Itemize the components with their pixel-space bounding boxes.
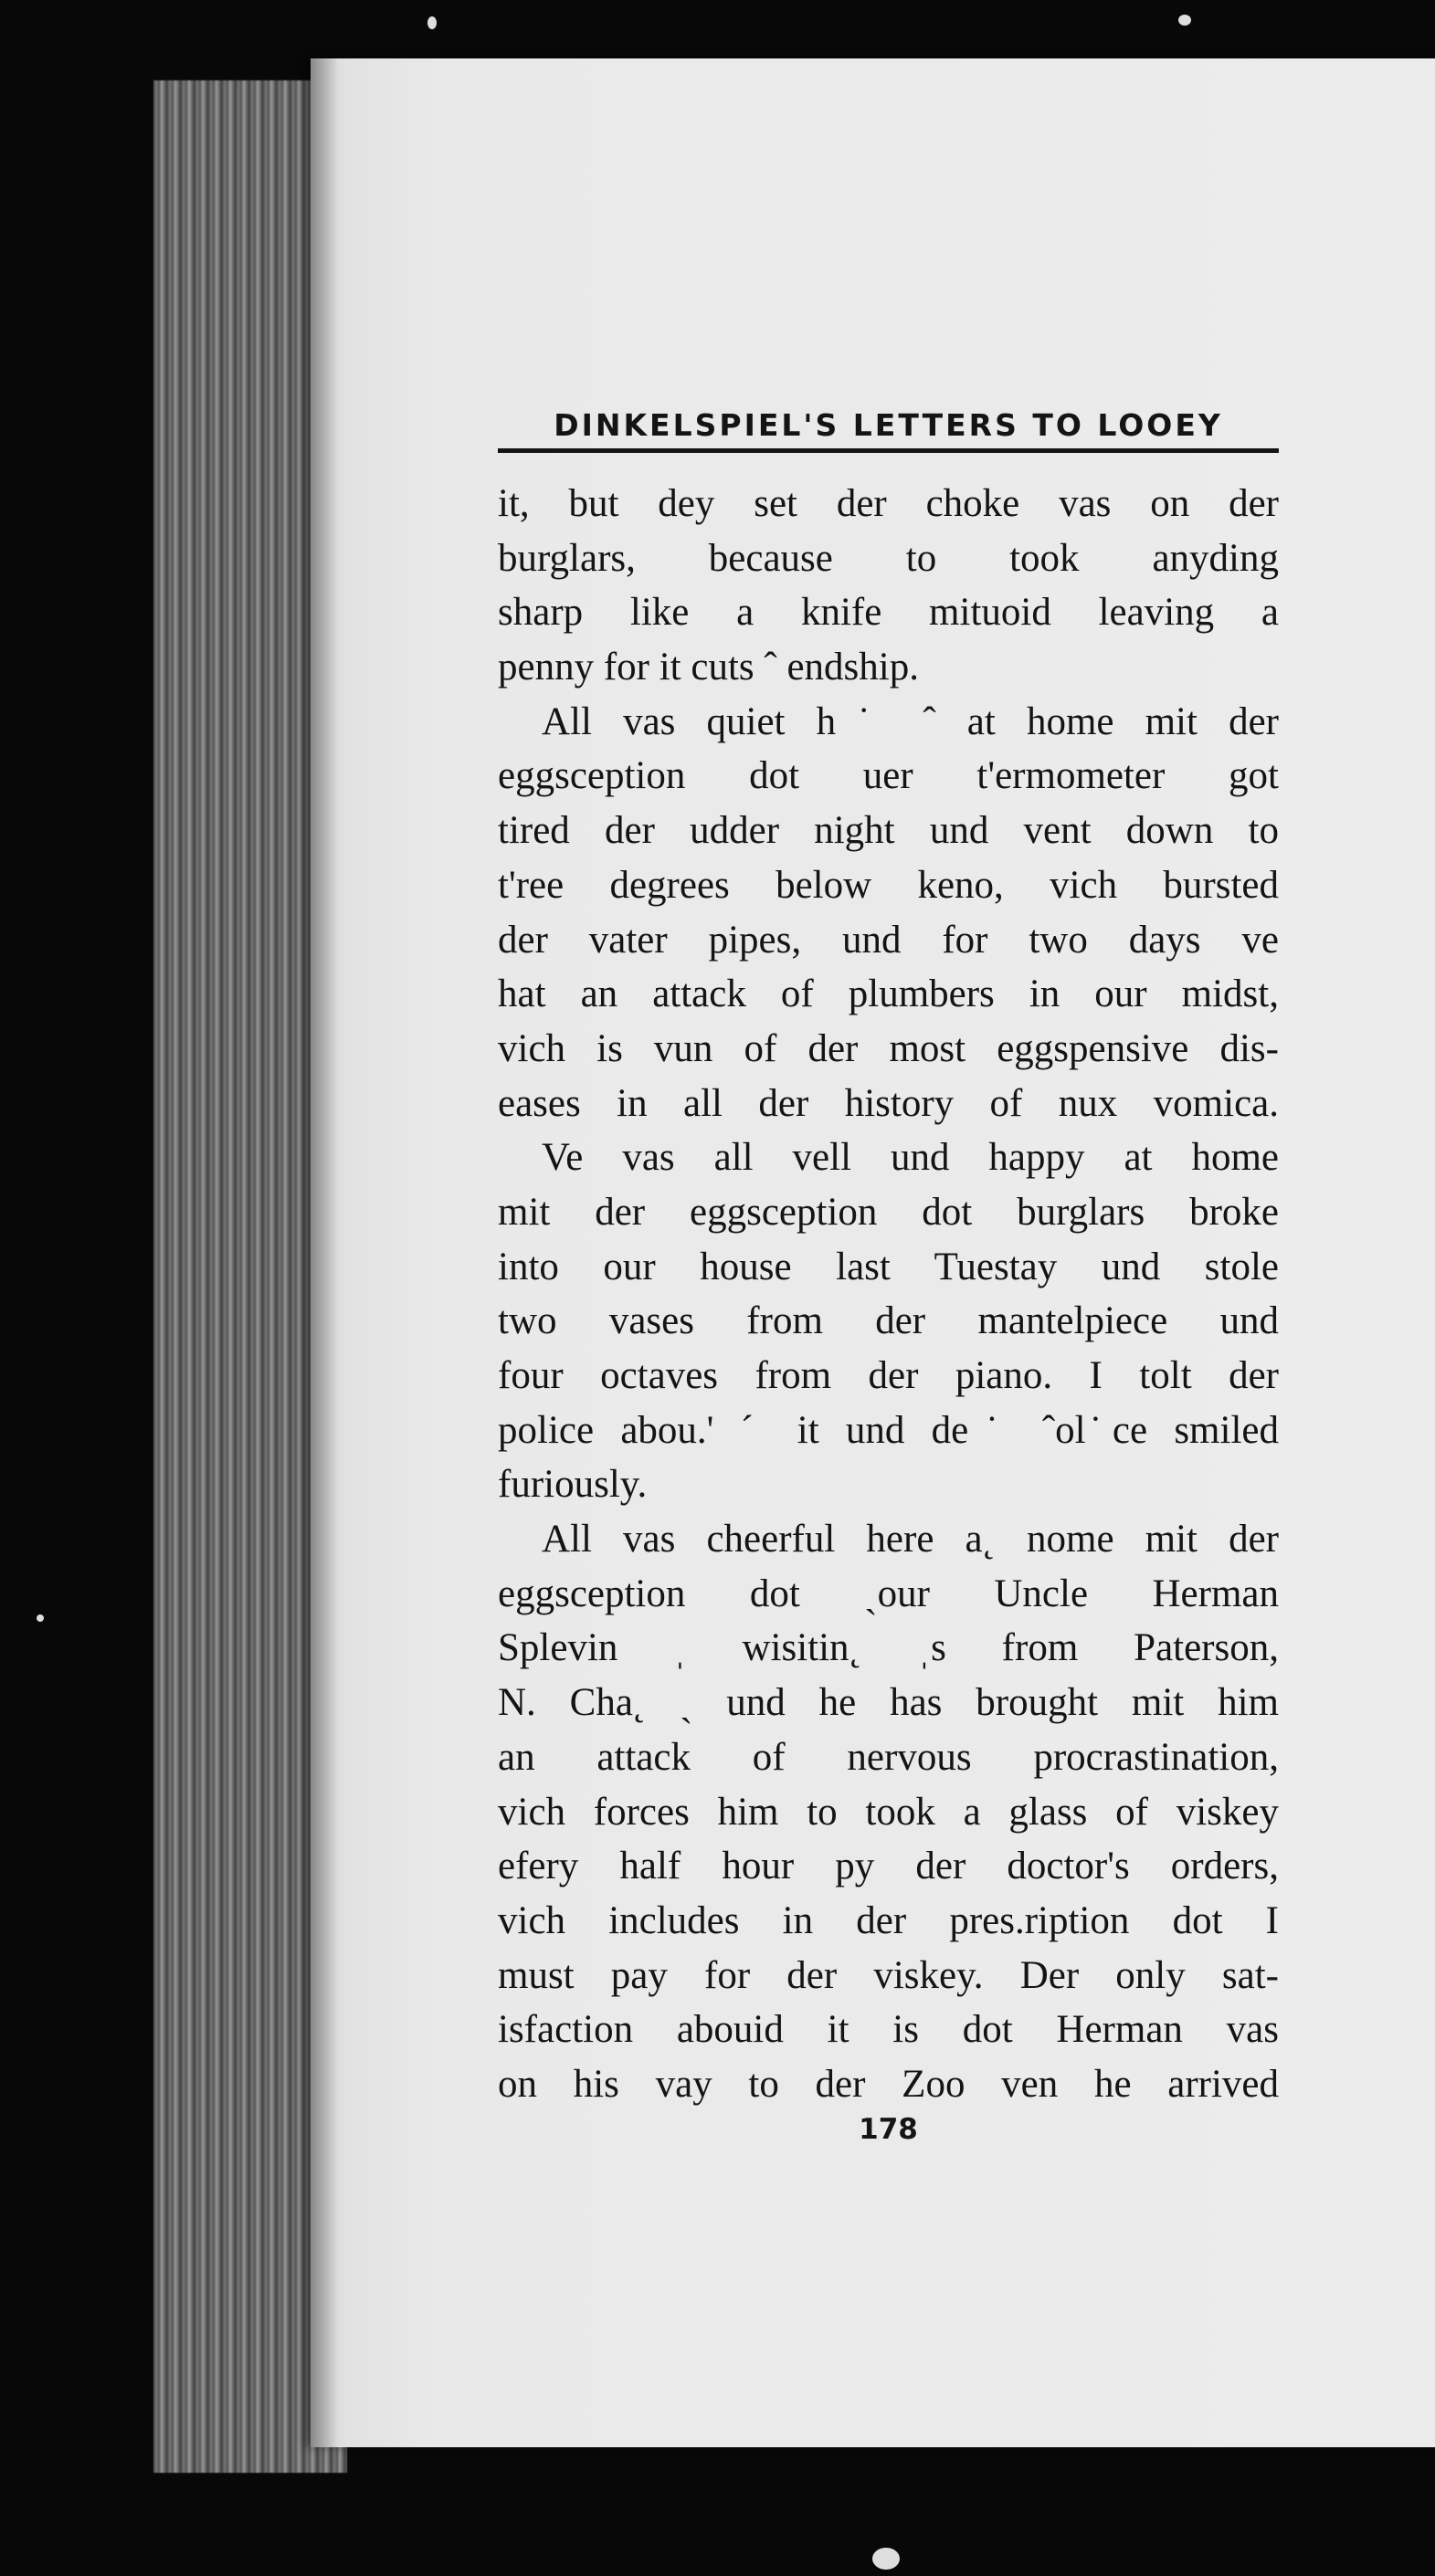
text-line: police abou.' ˊ it und de˙ ˆol ̇ce smiled [498,1408,1279,1452]
text-line: burglars, because to took anyding [498,536,1279,580]
text-line: two vases from der mantelpiece und [498,1299,1279,1343]
text-line: efery half hour py der doctor's orders, [498,1845,1279,1888]
body-text [498,477,1279,2112]
text-line: into our house last Tuestay und stole [498,1245,1279,1288]
head-rule [498,448,1279,453]
dust-speck [872,2548,900,2570]
text-line: four octaves from der piano. I tolt der [498,1354,1279,1397]
dust-speck [37,1614,44,1622]
text-line: sharp like a knife mituoid leaving a [498,591,1279,635]
text-line: t'ree degrees below keno, vich bursted [498,863,1279,907]
book-page [311,58,1435,2447]
text-line: der vater pipes, und for two days ve [498,918,1279,962]
text-line: vich includes in der pres.ription dot I [498,1898,1279,1942]
gutter-shadow [311,58,338,2447]
dust-speck [1178,15,1191,26]
page-number: 178 [859,2113,918,2146]
text-line: vich is vun of der most eggspensive dis- [498,1026,1279,1070]
text-line: mit der eggsception dot burglars broke [498,1190,1279,1234]
text-line: it, but dey set der choke vas on der [498,482,1279,525]
text-line: hat an attack of plumbers in our midst, [498,973,1279,1016]
text-line: All vas quiet h˙ ˆ at home mit der [542,699,1279,743]
text-line: an attack of nervous procrastination, [498,1735,1279,1779]
text-line: All vas cheerful here a˛ nome mit der [542,1518,1279,1561]
dust-speck [427,16,437,29]
text-line: penny for it cuts ˆ endship. [498,646,919,689]
text-line: N. Cha˛ ˏ und he has brought mit him [498,1681,1279,1725]
text-line: must pay for der viskey. Der only sat- [498,1953,1279,1997]
text-line: furiously. [498,1463,648,1507]
text-line: vich forces him to took a glass of viskey [498,1790,1279,1834]
running-head: DINKELSPIEL'S LETTERS TO LOOEY [554,407,1223,443]
text-line: eggsception dot ˏour Uncle Herman [498,1572,1279,1615]
text-line: on his vay to der Zoo ven he arrived [498,2062,1279,2106]
text-line: isfaction abouid it is dot Herman vas [498,2008,1279,2052]
text-line: eases in all der history of nux vomica. [498,1081,1279,1125]
text-line: eggsception dot uer t'ermometer got [498,754,1279,798]
text-line: Ve vas all vell und happy at home [542,1136,1279,1180]
text-line: Splevin ˌ wisitin˛ ˌs from Paterson, [498,1626,1279,1670]
text-line: tired der udder night und vent down to [498,809,1279,853]
